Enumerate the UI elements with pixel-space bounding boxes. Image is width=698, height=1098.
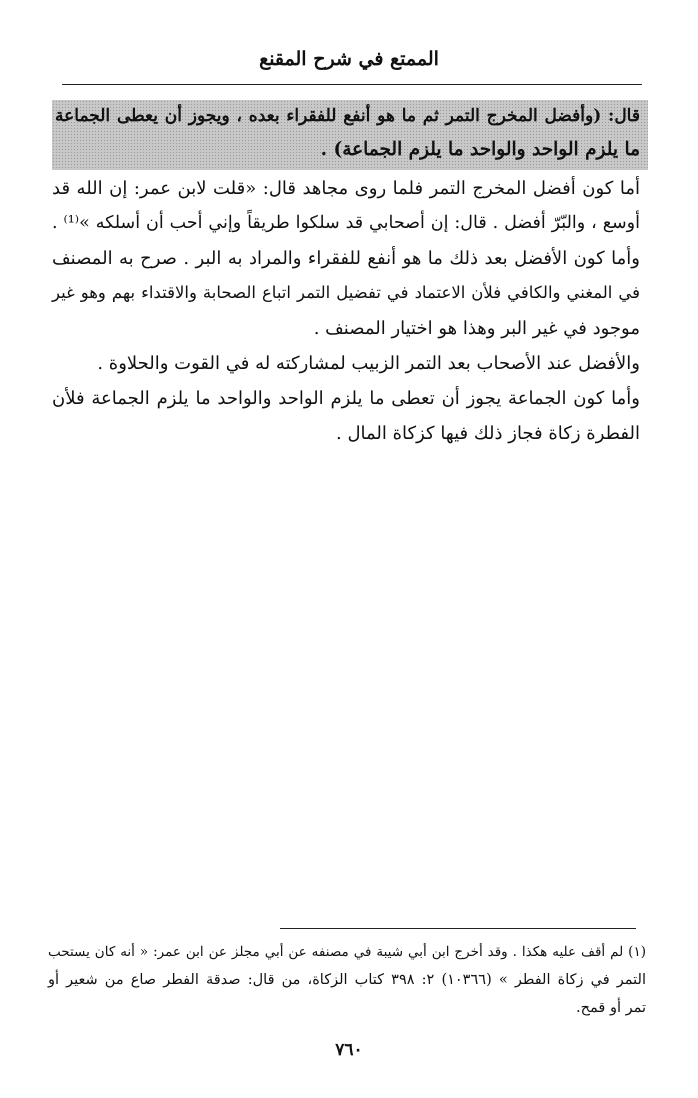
footnote-line: تمر أو قمح. <box>576 1000 646 1016</box>
body-line: أوسع ، والبّرّ أفضل . قال: إن أصحابي قد سلكوا طريقاً وإني أحب أن أسلكه »⁽¹⁾ . <box>52 213 640 233</box>
matn-line: ما يلزم الواحد والواحد ما يلزم الجماعة) . <box>320 139 640 160</box>
running-title: الممتع في شرح المقنع <box>259 48 439 70</box>
matn-line: قال: (وأفضل المخرج التمر ثم ما هو أنفع للفقراء بعده ، ويجوز أن يعطى الجماعة <box>55 106 640 126</box>
page-number: ٧٦٠ <box>335 1040 363 1060</box>
body-line: موجود في غير البر وهذا هو اختيار المصنف . <box>313 318 640 339</box>
body-line: والأفضل عند الأصحاب بعد التمر الزبيب لمشاركته له في القوت والحلاوة . <box>97 353 640 374</box>
footnote-rule <box>280 928 636 929</box>
body-line: أما كون أفضل المخرج التمر فلما روى مجاهد قال: «قلت لابن عمر: إن الله قد <box>52 178 640 199</box>
footnote-line: التمر في زكاة الفطر » (١٠٣٦٦) ٢: ٣٩٨ كتاب الزكاة، من قال: صدقة الفطر صاع من شعير أو <box>48 972 646 988</box>
body-line: وأما كون الجماعة يجوز أن تعطى ما يلزم الواحد والواحد ما يلزم الجماعة فلأن <box>52 388 640 409</box>
footnote-line: (١) لم أقف عليه هكذا . وقد أخرج ابن أبي شيبة في مصنفه عن أبي مجلز عن ابن عمر: « أنه كان يستحب <box>48 944 646 960</box>
header-rule <box>62 84 642 85</box>
body-line: وأما كون الأفضل بعد ذلك ما هو أنفع للفقراء والمراد به البر . صرح به المصنف <box>52 248 640 269</box>
body-line: الفطرة زكاة فجاز ذلك فيها كزكاة المال . <box>336 423 640 444</box>
body-line: في المغني والكافي فلأن الاعتماد في تفضيل التمر اتباع الصحابة والاقتداء بهم وهو غير <box>52 283 640 302</box>
